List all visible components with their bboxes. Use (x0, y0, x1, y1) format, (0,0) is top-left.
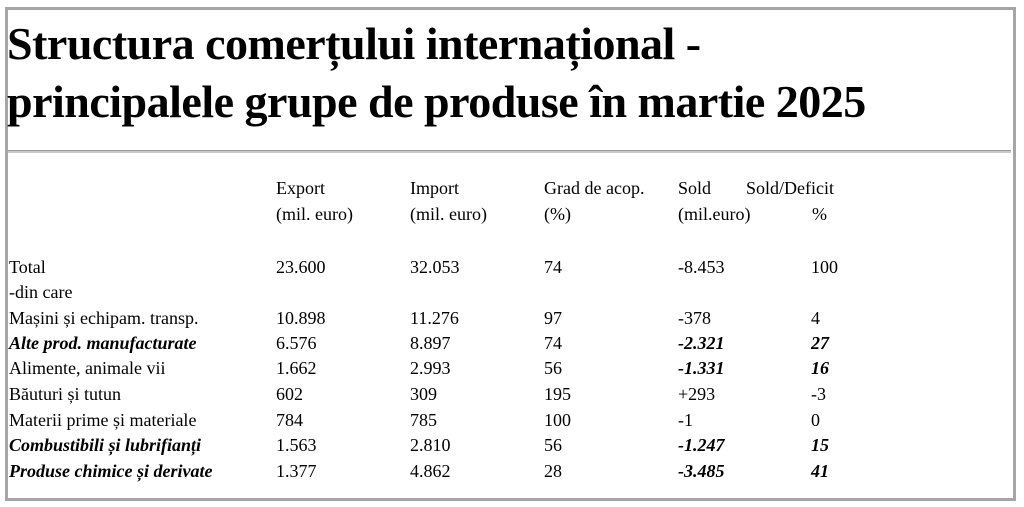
cell-total-balance: -8.453 (678, 257, 725, 277)
cell-manufactured-share: 27 (811, 333, 829, 353)
cell-total-import: 32.053 (410, 257, 460, 277)
cell-total-coverage: 74 (544, 257, 562, 277)
cell-beverages-export: 602 (276, 384, 303, 404)
column-header-export-name: Export (276, 178, 325, 198)
cell-raw-materials-import: 785 (410, 410, 437, 430)
cell-chemicals-balance: -3.485 (678, 461, 725, 481)
cell-raw-materials-coverage: 100 (544, 410, 571, 430)
cell-machinery-share: 4 (811, 308, 820, 328)
cell-chemicals-coverage: 28 (544, 461, 562, 481)
row-label-raw-materials: Materii prime și materiale (9, 410, 197, 430)
cell-food-coverage: 56 (544, 358, 562, 378)
cell-fuels-coverage: 56 (544, 435, 562, 455)
title-line-2: principalele grupe de produse în martie 2025 (7, 76, 866, 127)
cell-chemicals-export: 1.377 (276, 461, 317, 481)
cell-beverages-share: -3 (811, 384, 826, 404)
cell-manufactured-export: 6.576 (276, 333, 317, 353)
cell-raw-materials-share: 0 (811, 410, 820, 430)
cell-beverages-coverage: 195 (544, 384, 571, 404)
column-header-export (276, 175, 353, 227)
column-header-balance-name: Sold (678, 178, 712, 198)
cell-chemicals-share: 41 (811, 461, 829, 481)
subtotal-label: -din care (9, 282, 73, 302)
cell-beverages-import: 309 (410, 384, 437, 404)
cell-fuels-share: 15 (811, 435, 829, 455)
column-header-balance-unit: (mil.euro) (678, 204, 751, 224)
cell-raw-materials-export: 784 (276, 410, 303, 430)
cell-food-import: 2.993 (410, 358, 451, 378)
column-header-coverage-unit: (%) (544, 204, 571, 224)
row-label-machinery: Mașini și echipam. transp. (9, 308, 199, 328)
column-header-import-unit: (mil. euro) (410, 204, 487, 224)
page-title (7, 15, 1012, 131)
row-label-beverages: Băuturi și tutun (9, 384, 121, 404)
cell-manufactured-coverage: 74 (544, 333, 562, 353)
cell-machinery-coverage: 97 (544, 308, 562, 328)
cell-manufactured-import: 8.897 (410, 333, 451, 353)
cell-fuels-export: 1.563 (276, 435, 317, 455)
cell-machinery-export: 10.898 (276, 308, 326, 328)
cell-food-export: 1.662 (276, 358, 317, 378)
cell-chemicals-import: 4.862 (410, 461, 451, 481)
cell-machinery-balance: -378 (678, 308, 711, 328)
cell-fuels-import: 2.810 (410, 435, 451, 455)
cell-total-export: 23.600 (276, 257, 326, 277)
title-divider (8, 150, 1011, 153)
column-header-balance-share-unit: % (812, 204, 827, 224)
column-header-coverage (544, 175, 644, 227)
row-label-manufactured: Alte prod. manufacturate (9, 333, 197, 353)
row-label-chemicals: Produse chimice și derivate (9, 461, 213, 481)
cell-food-balance: -1.331 (678, 358, 725, 378)
title-line-1: Structura comerțului internațional - (7, 18, 701, 69)
row-label-total: Total (9, 257, 46, 277)
column-header-coverage-name: Grad de acop. (544, 178, 645, 198)
cell-raw-materials-balance: -1 (678, 410, 693, 430)
cell-beverages-balance: +293 (678, 384, 716, 404)
cell-manufactured-balance: -2.321 (678, 333, 725, 353)
column-header-balance-share (746, 175, 834, 227)
column-header-import-name: Import (410, 178, 459, 198)
row-label-food: Alimente, animale vii (9, 358, 166, 378)
row-label-fuels: Combustibili și lubrifianți (9, 435, 202, 455)
cell-food-share: 16 (811, 358, 829, 378)
column-header-balance (678, 175, 750, 227)
cell-machinery-import: 11.276 (410, 308, 459, 328)
column-header-import (410, 175, 487, 227)
column-header-export-unit: (mil. euro) (276, 204, 353, 224)
column-header-balance-share-name: Sold/Deficit (746, 178, 834, 198)
cell-total-share: 100 (811, 257, 838, 277)
cell-fuels-balance: -1.247 (678, 435, 725, 455)
